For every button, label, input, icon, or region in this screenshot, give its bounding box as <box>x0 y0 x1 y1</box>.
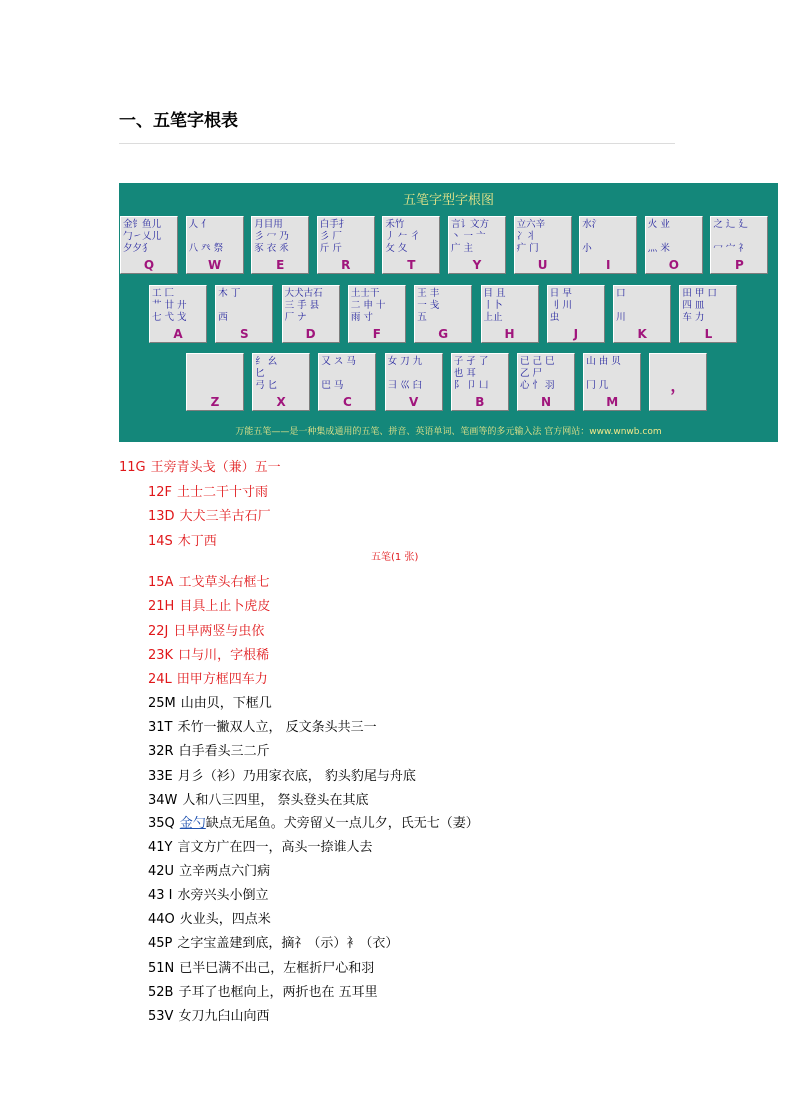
key-roots: 子 孑 了 也 耳 阝 卩 凵 <box>453 356 489 391</box>
mnemonic-line <box>148 836 373 855</box>
key-roots: 山 由 贝 冂 几 <box>586 356 621 391</box>
mnemonic-line <box>148 860 270 879</box>
mnemonic-line <box>148 620 264 639</box>
key-f <box>348 285 406 343</box>
key-roots: 纟 幺 匕 弓 匕 <box>255 356 278 391</box>
key-letter: Z <box>210 395 220 409</box>
mnemonic-text: 工戈草头右框七 <box>178 575 270 590</box>
key-code: 22J <box>148 623 169 639</box>
key-roots: 水氵 小 <box>582 219 602 254</box>
key-letter: ， <box>670 376 687 395</box>
mnemonic-line <box>148 932 398 951</box>
key-r <box>317 216 375 274</box>
key-letter: P <box>734 258 744 272</box>
key-code: 35Q <box>148 816 175 831</box>
key-code: 53V <box>148 1008 174 1024</box>
key-roots: 日 早 刂 川 虫 <box>549 288 572 323</box>
mnemonic-text: 立辛两点六门病 <box>179 864 271 880</box>
key-letter: H <box>504 327 515 341</box>
key-letter: G <box>438 327 449 341</box>
mnemonic-text: 人和八三四里， 祭头登头在其底 <box>182 792 369 808</box>
key-t <box>382 216 440 274</box>
key-letter: S <box>239 327 249 341</box>
key-code: 15A <box>148 575 174 590</box>
key-letter: O <box>668 258 679 272</box>
key-letter: E <box>276 258 285 272</box>
key-code: 43 I <box>148 888 173 904</box>
radical-link[interactable]: 金勺 <box>179 816 206 831</box>
key-roots: 目 且 丨卜 上止 <box>483 288 506 323</box>
mnemonic-line <box>148 908 271 927</box>
mnemonic-line <box>148 740 270 759</box>
key-letter: U <box>537 258 548 272</box>
mnemonic-text: 土士二干十寸雨 <box>177 484 269 500</box>
key-code: 14S <box>148 533 173 549</box>
key-letter: C <box>342 395 352 409</box>
key-letter: I <box>605 258 611 272</box>
key-u <box>514 216 572 274</box>
mnemonic-line <box>148 716 377 735</box>
key-o <box>645 216 703 274</box>
key-letter: A <box>173 327 183 341</box>
mnemonic-text: 日早两竖与虫依 <box>173 623 265 639</box>
key-letter: V <box>408 395 419 409</box>
key-h <box>481 285 539 343</box>
key-d <box>282 285 340 343</box>
key-b <box>451 353 509 411</box>
mnemonic-line <box>148 505 271 524</box>
key-letter: B <box>475 395 485 409</box>
mnemonic-text: 目具上止卜虎皮 <box>179 599 271 615</box>
key-roots: 已 己 巳 乙 尸 心 忄 羽 <box>520 356 555 391</box>
key-code: 51N <box>148 960 175 976</box>
key-code: 31T <box>148 720 173 736</box>
mnemonic-line <box>148 595 270 614</box>
mnemonic-line <box>148 957 374 976</box>
key-roots: 禾竹 丿 𠂉 彳 攵 夂 <box>385 219 420 254</box>
mnemonic-text: 火业头，四点米 <box>179 912 271 928</box>
key-roots: 木 丁 西 <box>218 288 241 323</box>
mnemonic-line <box>148 571 269 590</box>
key-i <box>579 216 637 274</box>
key-comma <box>649 353 707 411</box>
key-roots: 又 ス 马 巴 马 <box>321 356 356 391</box>
mnemonic-text: 月彡（衫）乃用家衣底， 豹头豹尾与舟底 <box>177 768 416 784</box>
mnemonic-text: 言文方广在四一，高头一捺谁人去 <box>177 840 373 855</box>
key-roots: 白手扌 彡 厂 斤 斤 <box>319 219 349 254</box>
mnemonic-text: 缺点无尾鱼。犬旁留乂一点儿夕，氏无七（妻） <box>205 816 479 831</box>
mnemonic-line <box>148 765 416 784</box>
mnemonic-line <box>148 1005 269 1024</box>
mnemonic-text: 水旁兴头小倒立 <box>177 888 269 904</box>
key-j <box>547 285 605 343</box>
key-k <box>613 285 671 343</box>
key-c <box>318 353 376 411</box>
key-letter: R <box>341 258 351 272</box>
key-w <box>186 216 244 274</box>
key-roots: 田 甲 口 四 皿 车 力 <box>682 288 717 323</box>
key-roots: 土士干 二 申 十 雨 寸 <box>350 288 386 323</box>
key-y <box>448 216 506 274</box>
key-letter: K <box>637 327 647 341</box>
key-v <box>385 353 443 411</box>
wubi-keyboard-chart <box>119 183 778 442</box>
key-code: 42U <box>148 864 175 880</box>
key-code: 45P <box>148 936 173 952</box>
key-roots: 人 亻 八 癶 祭 <box>188 219 224 254</box>
key-letter: N <box>540 395 552 409</box>
key-letter: Y <box>472 258 482 272</box>
mnemonic-line <box>148 481 268 500</box>
mnemonic-text: 已半巳满不出己，左框折尸心和羽 <box>179 960 375 976</box>
key-code: 25M <box>148 696 176 711</box>
key-code: 11G <box>119 460 146 475</box>
key-code: 44O <box>148 912 175 928</box>
mnemonic-line <box>148 668 268 687</box>
mnemonic-text: 女刀九臼山向西 <box>178 1008 270 1024</box>
key-a <box>149 285 207 343</box>
mnemonic-text: 王旁青头戋（兼）五一 <box>150 460 281 475</box>
key-s <box>215 285 273 343</box>
key-letter: M <box>606 395 619 409</box>
key-roots: 金钅鱼儿 勹㇀乂儿 夕夕犭 <box>123 219 162 254</box>
key-roots: 女 刀 九 彐 巛 臼 <box>387 356 423 391</box>
key-roots: 工 匚 艹 廿 廾 七 弋 戈 <box>152 288 187 323</box>
key-code: 23K <box>148 647 174 663</box>
key-q <box>120 216 178 274</box>
mnemonic-text: 田甲方框四车力 <box>176 672 268 688</box>
key-z <box>186 353 244 411</box>
key-p <box>710 216 768 274</box>
key-letter: D <box>305 327 316 341</box>
mnemonic-line <box>148 812 479 831</box>
key-roots: 之 辶 廴 冖 宀 礻 <box>713 219 748 254</box>
key-x <box>252 353 310 411</box>
key-code: 34W <box>148 792 178 808</box>
key-code: 12F <box>148 484 173 500</box>
key-code: 24L <box>148 672 172 688</box>
keyboard-title: 五笔字型字根图 <box>402 193 494 208</box>
key-code: 13D <box>148 509 175 524</box>
key-code: 52B <box>148 984 174 1000</box>
key-roots: 月目用 彡 冖 乃 豕 衣 乑 <box>254 219 289 254</box>
mnemonic-text: 木丁西 <box>177 533 217 549</box>
key-code: 21H <box>148 599 175 615</box>
page-note: 五笔(1 张) <box>371 552 419 563</box>
mnemonic-line <box>148 692 272 711</box>
key-code: 41Y <box>148 840 173 855</box>
key-e <box>251 216 309 274</box>
mnemonic-text: 口与川，字根稀 <box>178 647 270 663</box>
divider <box>119 143 675 144</box>
key-roots: 火 业 灬 米 <box>647 219 670 254</box>
mnemonic-text: 子耳了也框向上，两折也在 五耳里 <box>178 984 378 1000</box>
page-heading: 一、五笔字根表 <box>119 111 238 131</box>
key-roots: 王 丰 一 戋 五 <box>417 288 440 323</box>
key-letter: L <box>704 327 713 341</box>
mnemonic-line <box>148 644 269 663</box>
key-letter: X <box>276 395 286 409</box>
mnemonic-text: 大犬三羊古石厂 <box>179 509 271 524</box>
key-g <box>414 285 472 343</box>
key-code: 32R <box>148 744 174 760</box>
mnemonic-line <box>119 456 281 475</box>
key-letter: Q <box>143 258 155 272</box>
mnemonic-line <box>148 981 378 1000</box>
mnemonic-text: 之字宝盖建到底，摘礻（示）衤（衣） <box>177 936 399 952</box>
key-letter: F <box>372 327 381 341</box>
key-letter: W <box>207 258 222 272</box>
key-letter: J <box>573 327 579 341</box>
mnemonic-line <box>148 530 217 549</box>
key-l <box>679 285 737 343</box>
key-m <box>583 353 641 411</box>
keyboard-footer: 万能五笔——是一种集成通用的五笔、拼音、英语单词、笔画等的多元输入法 官方网站：www.wnwb.com <box>235 427 662 437</box>
key-roots: 言讠文方 丶 一 亠 广 主 <box>451 219 490 254</box>
mnemonic-text: 山由贝，下框几 <box>180 696 272 711</box>
key-code: 33E <box>148 768 173 784</box>
key-roots: 大犬古石 三 手 县 厂 ナ <box>284 288 323 323</box>
key-roots: 立六辛 冫丬 疒 门 <box>516 219 546 254</box>
mnemonic-text: 白手看头三二斤 <box>178 744 270 760</box>
mnemonic-line <box>148 884 269 903</box>
mnemonic-text: 禾竹一撇双人立， 反文条头共三一 <box>177 720 377 736</box>
key-n <box>517 353 575 411</box>
key-roots: 口 川 <box>616 288 626 323</box>
mnemonic-line <box>148 789 369 808</box>
key-letter: T <box>407 258 416 272</box>
